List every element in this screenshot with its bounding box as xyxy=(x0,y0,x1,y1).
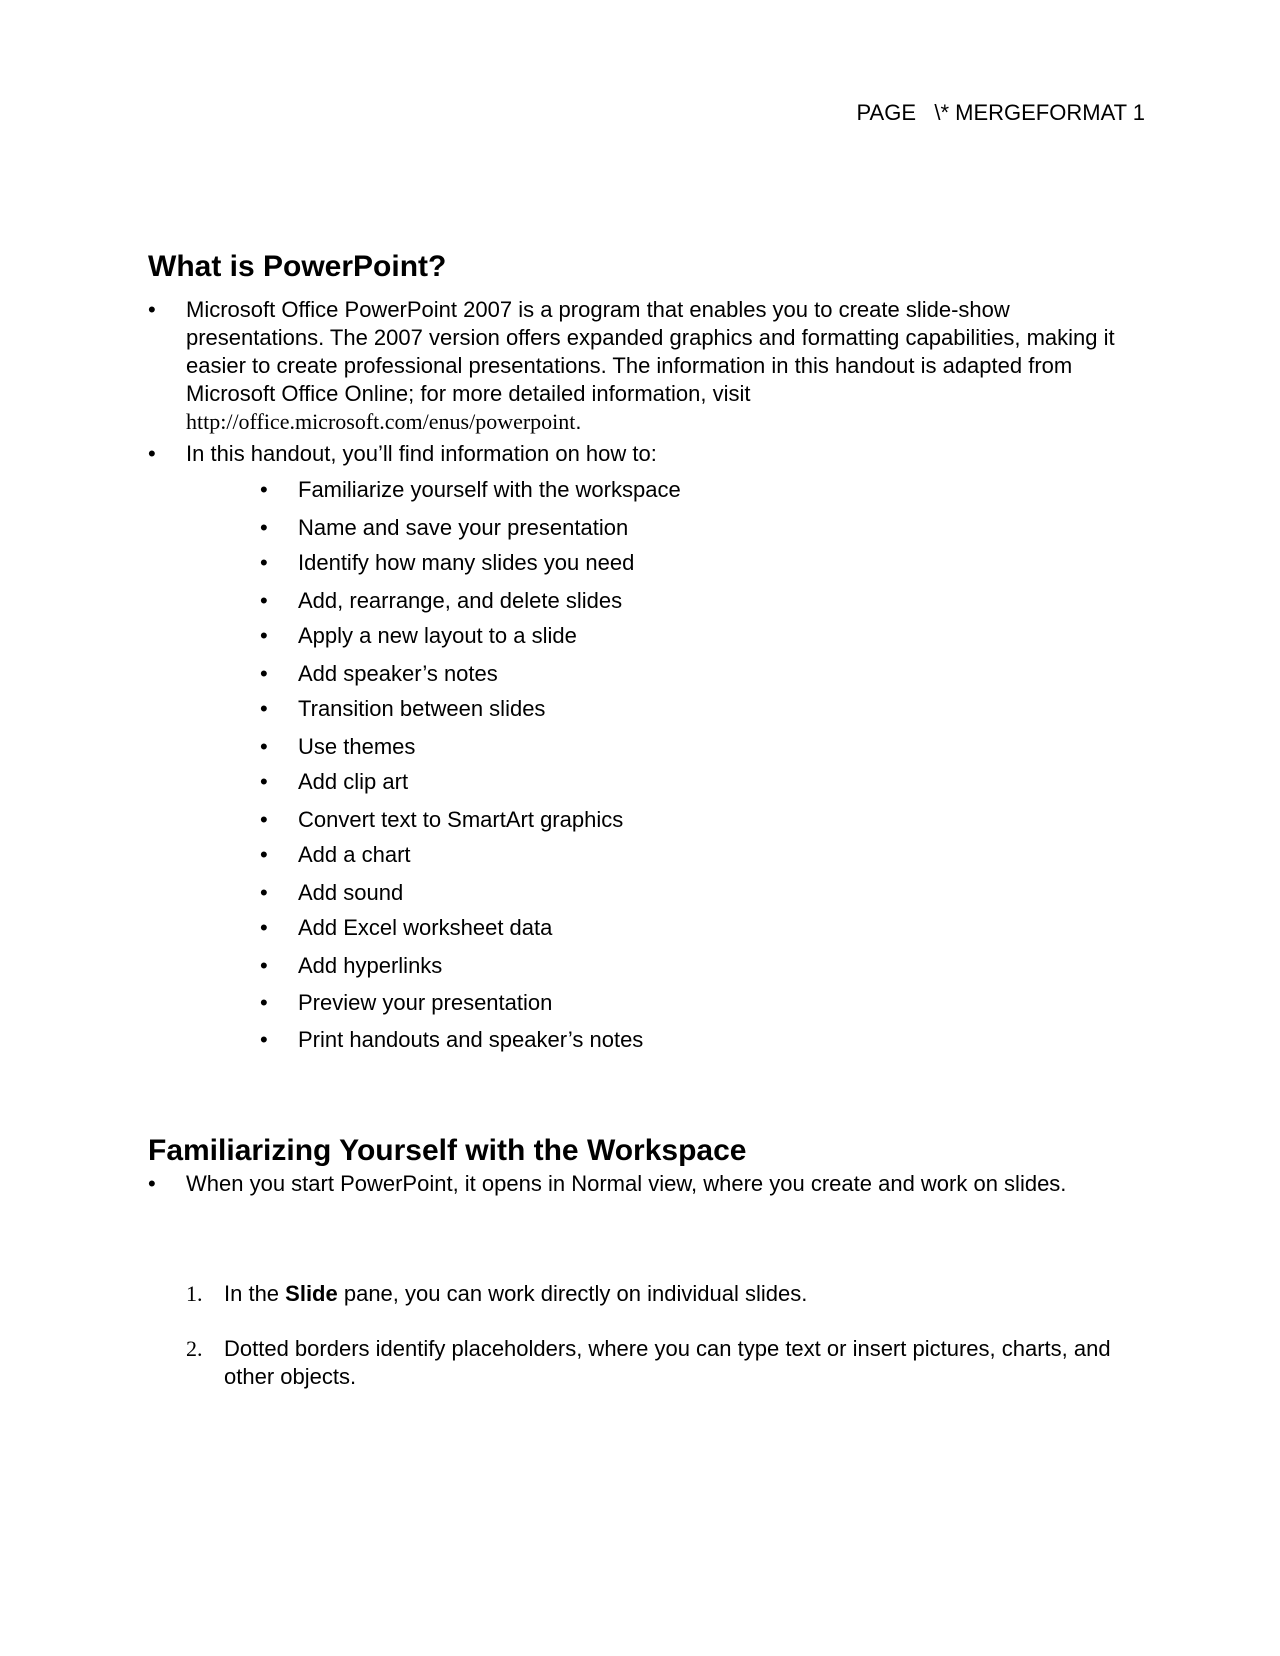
bullet-icon: • xyxy=(148,297,156,322)
topic-label: Print handouts and speaker’s notes xyxy=(298,1027,644,1052)
page-header-field-code: PAGE \* MERGEFORMAT 1 xyxy=(856,100,1145,125)
topic-label: Add clip art xyxy=(298,769,409,794)
topic-label: Transition between slides xyxy=(298,696,546,721)
bullet-icon: • xyxy=(260,990,268,1015)
bullet-icon: • xyxy=(260,807,268,832)
bullet-icon: • xyxy=(260,734,268,759)
intro-bullet xyxy=(148,296,1138,436)
workspace-bullet xyxy=(148,1170,1138,1198)
section-title-what-is-powerpoint: What is PowerPoint? xyxy=(148,250,447,283)
topic-item xyxy=(260,695,545,723)
topic-item xyxy=(260,768,408,796)
bullet-icon: • xyxy=(260,588,268,613)
bullet-icon: • xyxy=(260,842,268,867)
section-title-workspace: Familiarizing Yourself with the Workspace xyxy=(148,1134,747,1167)
topic-label: Familiarize yourself with the workspace xyxy=(298,477,681,502)
topic-label: Apply a new layout to a slide xyxy=(298,623,577,648)
topic-label: Add Excel worksheet data xyxy=(298,915,553,940)
topic-item xyxy=(260,549,634,577)
bullet-icon: • xyxy=(148,441,156,466)
topic-label: Add hyperlinks xyxy=(298,953,443,978)
bullet-icon: • xyxy=(260,477,268,502)
bullet-icon: • xyxy=(148,1171,156,1196)
topic-label: Add speaker’s notes xyxy=(298,661,498,686)
topic-label: Name and save your presentation xyxy=(298,515,629,540)
bullet-icon: • xyxy=(260,953,268,978)
topic-item xyxy=(260,660,498,688)
topic-label: Use themes xyxy=(298,734,416,759)
topic-label: Convert text to SmartArt graphics xyxy=(298,807,624,832)
topic-label: Add, rearrange, and delete slides xyxy=(298,588,623,613)
topic-item xyxy=(260,879,403,907)
powerpoint-link[interactable]: http://office.microsoft.com/enus/powerpoint xyxy=(186,409,576,434)
workspace-intro: When you start PowerPoint, it opens in Normal view, where you create and work on slides. xyxy=(186,1171,1067,1196)
item-number: 1. xyxy=(186,1281,203,1306)
lead-bullet xyxy=(148,440,1138,468)
topic-item xyxy=(260,806,623,834)
topic-item xyxy=(260,514,628,542)
bullet-icon: • xyxy=(260,661,268,686)
bullet-icon: • xyxy=(260,880,268,905)
item-number: 2. xyxy=(186,1336,203,1361)
topic-item xyxy=(260,733,415,761)
bullet-icon: • xyxy=(260,550,268,575)
topic-label: Preview your presentation xyxy=(298,990,553,1015)
intro-paragraph: Microsoft Office PowerPoint 2007 is a program that enables you to create slide-show presentations. The 2007 version offers expanded graphics and formatting capabilities, making it easier to create professional presentations. The information in this handout is adapted from Microsoft Office Online; for more detailed information, visit http://office.microsoft.com/enus/powerpoint. xyxy=(186,297,1115,434)
bullet-icon: • xyxy=(260,623,268,648)
bullet-icon: • xyxy=(260,915,268,940)
bullet-icon: • xyxy=(260,769,268,794)
topic-label: Add sound xyxy=(298,880,404,905)
topic-item xyxy=(260,952,442,980)
topic-label: Add a chart xyxy=(298,842,411,867)
topic-item xyxy=(260,1026,643,1054)
slide-pane-term: Slide xyxy=(285,1281,338,1306)
bullet-icon: • xyxy=(260,515,268,540)
numbered-item xyxy=(186,1280,1136,1308)
topic-item xyxy=(260,841,411,869)
bullet-icon: • xyxy=(260,696,268,721)
item-text: Dotted borders identify placeholders, where you can type text or insert pictures, charts, and other objects. xyxy=(224,1336,1111,1389)
topic-item xyxy=(260,989,552,1017)
topic-item xyxy=(260,587,622,615)
topic-label: Identify how many slides you need xyxy=(298,550,635,575)
lead-text: In this handout, you’ll find information on how to: xyxy=(186,441,657,466)
topic-item xyxy=(260,622,577,650)
topic-item xyxy=(260,914,552,942)
item-text: In the Slide pane, you can work directly on individual slides. xyxy=(224,1281,808,1306)
bullet-icon: • xyxy=(260,1027,268,1052)
numbered-item xyxy=(186,1335,1136,1391)
topic-item xyxy=(260,476,681,504)
